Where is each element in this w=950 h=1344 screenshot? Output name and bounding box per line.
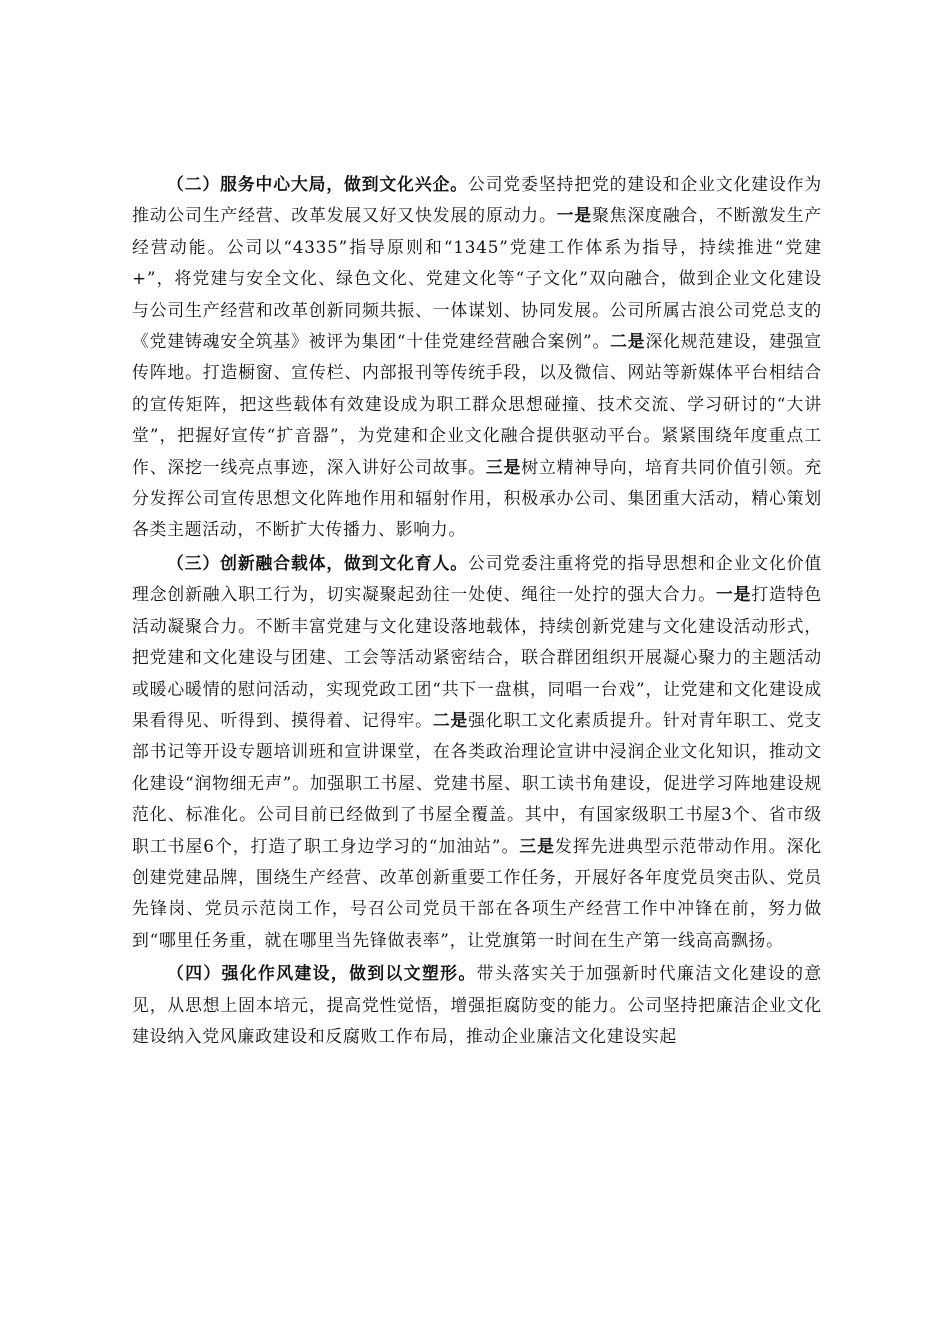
body-text: 公司党委坚持把党的建设和企业文化建设作为推动公司生产经营、改革发展又好又快发展的原动力。	[132, 174, 822, 226]
point-marker: 二是	[432, 709, 469, 730]
body-text: 深化规范建设，建强宣传阵地。打造橱窗、宣传栏、内部报刊等传统手段，以及微信、网站等新媒体平台相结合的宣传矩阵，把这些载体有效建设成为职工群众思想碰撞、技术交流、学习研讨的“大讲堂”，把握好宣传“扩音器”，为党建和企业文化融合提供驱动平台。紧紧围绕年度重点工作、深挖一线亮点事迹，深入讲好公司故事。	[132, 331, 822, 477]
body-text: 带头落实关于加强新时代廉洁文化建设的意见，从思想上固本培元，提高党性觉悟，增强拒腐防变的能力。公司坚持把廉洁企业文化建设纳入党风廉政建设和反腐败工作布局，推动企业廉洁文化建设实起	[132, 963, 823, 1046]
section-4-paragraph	[132, 958, 822, 1052]
point-marker: 一是	[715, 584, 752, 605]
section-heading: （二）服务中心大局，做到文化兴企。	[167, 174, 468, 194]
section-heading: （三）创新融合载体，做到文化育人。	[167, 552, 468, 573]
body-text: 树立精神导向，培育共同价值引领。充分发挥公司宣传思想文化阵地作用和辐射作用，积极承办公司、集团重大活动，精心策划各类主题活动，不断扩大传播力、影响力。	[132, 456, 822, 540]
point-marker: 三是	[519, 835, 555, 856]
body-text: 聚焦深度融合，不断激发生产经营动能。公司以“4335”指导原则和“1345”党建工作体系为指导，持续推进“党建+”，将党建与安全文化、绿色文化、党建文化等“子文化”双向融合，做到企业文化建设与公司生产经营和改革创新同频共振、一体谋划、协同发展。公司所属古浪公司党总支的《党建铸魂安全筑基》被评为集团“十佳党建经营融合案例”。	[132, 205, 822, 352]
body-text: 公司党委注重将党的指导思想和企业文化价值理念创新融入职工行为，切实凝聚起劲往一处使、绳往一处拧的强大合力。	[132, 552, 822, 605]
point-marker: 二是	[610, 331, 646, 352]
document-page	[132, 169, 822, 1054]
body-text: 发挥先进典型示范带动作用。深化创建党建品牌，围绕生产经营、改革创新重要工作任务，开展好各年度党员突击队、党员先锋岗、党员示范岗工作，号召公司党员干部在各项生产经营工作中冲锋在前，努力做到“哪里任务重，就在哪里当先锋做表率”，让党旗第一时间在生产第一线高高飘扬。	[132, 835, 822, 950]
body-text: 打造特色活动凝聚合力。不断丰富党建与文化建设落地载体，持续创新党建与文化建设活动形式，把党建和文化建设与团建、工会等活动紧密结合，联合群团组织开展凝心聚力的主题活动或暖心暖情的慰问活动，实现党政工团“共下一盘棋，同唱一台戏”，让党建和文化建设成果看得见、听得到、摸得着、记得牢。	[132, 584, 822, 730]
section-2-paragraph	[132, 169, 822, 546]
point-marker: 一是	[556, 205, 593, 226]
body-text: 强化职工文化素质提升。针对青年职工、党支部书记等开设专题培训班和宣讲课堂，在各类政治理论宣讲中浸润企业文化知识，推动文化建设“润物细无声”。加强职工书屋、党建书屋、职工读书角建设，促进学习阵地建设规范化、标准化。公司目前已经做到了书屋全覆盖。其中，有国家级职工书屋3个、省市级职工书屋6个，打造了职工身边学习的“加油站”。	[132, 709, 822, 856]
section-3-paragraph	[132, 548, 822, 956]
section-heading: （四）强化作风建设，做到以文塑形。	[167, 963, 477, 984]
point-marker: 三是	[485, 456, 522, 477]
